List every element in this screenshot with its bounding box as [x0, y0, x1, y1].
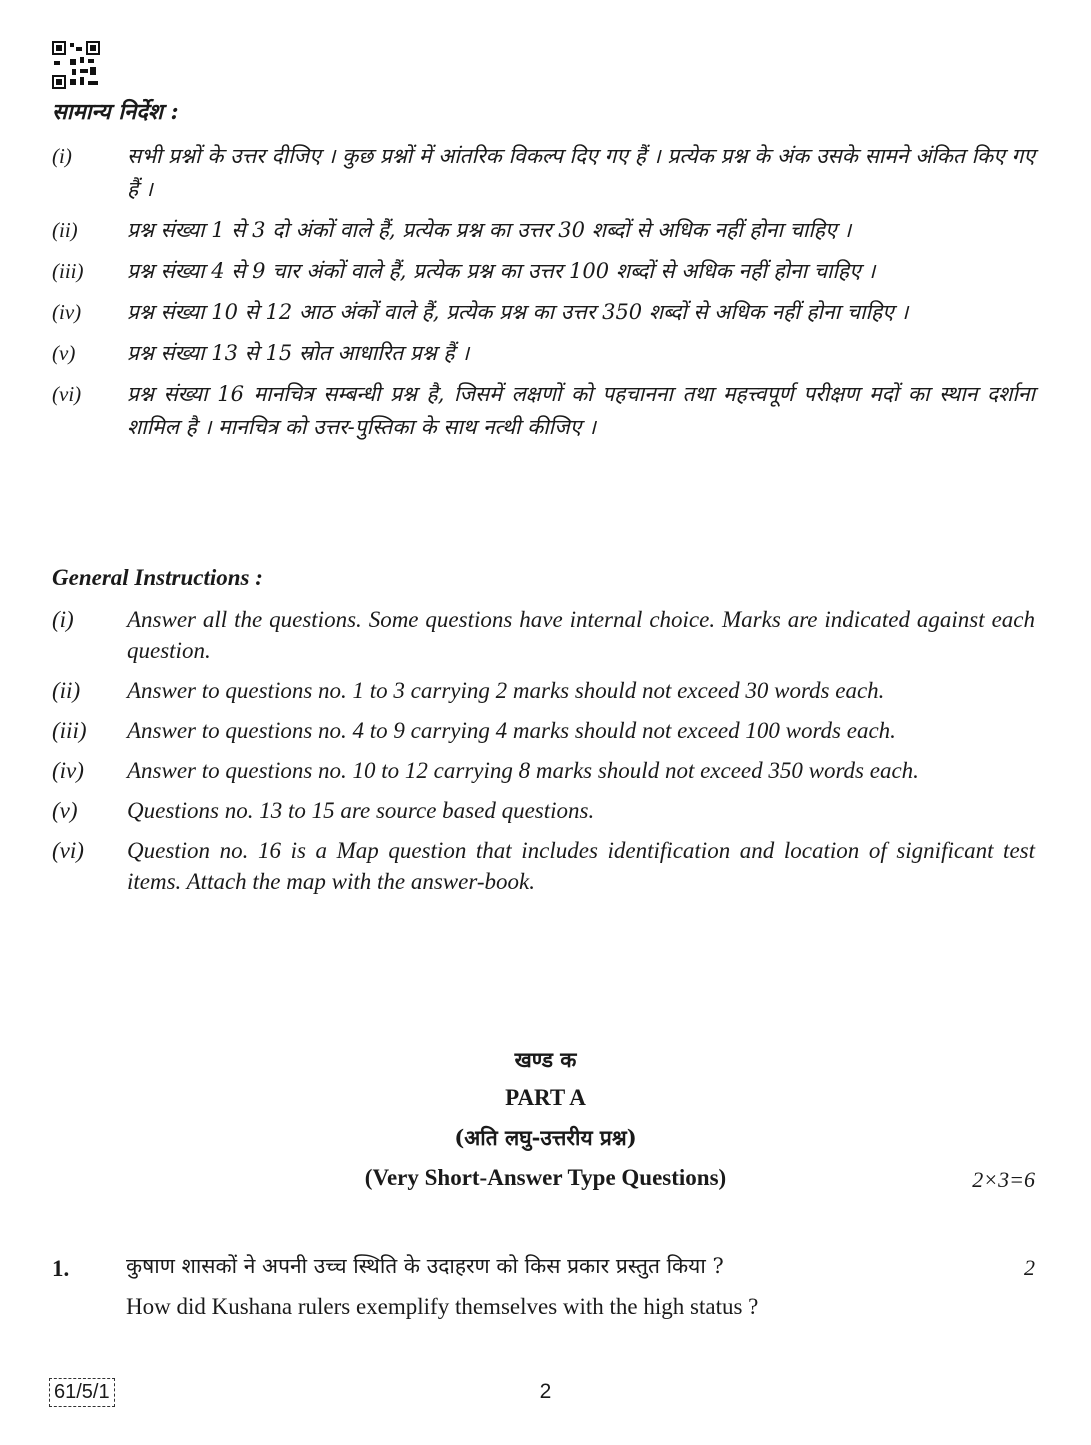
hindi-instructions-list: [52, 140, 1035, 452]
item-number: (i): [52, 144, 72, 168]
item-text: Questions no. 13 to 15 are source based questions.: [127, 798, 595, 823]
english-instructions-list: [52, 604, 1035, 906]
item-number: (ii): [52, 218, 78, 242]
qr-code-icon: [52, 41, 100, 89]
part-hindi-subtitle: (अति लघु-उत्तरीय प्रश्न): [454, 1125, 637, 1150]
item-number: (ii): [52, 678, 81, 703]
list-item: [52, 337, 1035, 370]
item-text: प्रश्न संख्या 4 से 9 चार अंकों वाले हैं, प्रत्येक प्रश्न का उत्तर 100 शब्दों से अधिक नहीं होना चाहिए ।: [127, 259, 876, 283]
question-english-text: How did Kushana rulers exemplify themselves with the high status ?: [126, 1294, 759, 1319]
item-number: (iv): [52, 300, 82, 324]
item-text: Answer all the questions. Some questions have internal choice. Marks are indicated against each question.: [127, 607, 1035, 663]
item-number: (v): [52, 341, 76, 365]
item-number: (iii): [52, 718, 87, 743]
item-text: प्रश्न संख्या 1 से 3 दो अंकों वाले हैं, प्रत्येक प्रश्न का उत्तर 30 शब्दों से अधिक नहीं होना चाहिए ।: [127, 218, 852, 242]
list-item: [52, 755, 1035, 786]
item-number: (iv): [52, 758, 84, 783]
list-item: [52, 214, 1035, 247]
hindi-instructions-heading: सामान्य निर्देश :: [52, 99, 179, 125]
general-instructions-heading: General Instructions :: [52, 565, 263, 590]
item-text: Answer to questions no. 10 to 12 carrying 8 marks should not exceed 350 words each.: [127, 758, 919, 783]
item-number: (v): [52, 798, 78, 823]
item-text: Answer to questions no. 4 to 9 carrying 4 marks should not exceed 100 words each.: [127, 718, 896, 743]
list-item: [52, 378, 1035, 444]
item-number: (iii): [52, 259, 84, 283]
item-text: प्रश्न संख्या 13 से 15 स्रोत आधारित प्रश्न हैं ।: [127, 341, 470, 365]
list-item: [52, 604, 1035, 666]
page-number: 2: [539, 1380, 552, 1403]
question-hindi-text: कुषाण शासकों ने अपनी उच्च स्थिति के उदाहरण को किस प्रकार प्रस्तुत किया ?: [126, 1254, 724, 1278]
item-text: प्रश्न संख्या 16 मानचित्र सम्बन्धी प्रश्न है, जिसमें लक्षणों को पहचानना तथा महत्त्वपूर्ण परीक्षण मदों का स्थान दर्शाना शामिल है । मानचित्र को उत्तर-पुस्तिका के साथ नत्थी कीजिए ।: [127, 382, 1035, 439]
item-number: (i): [52, 607, 74, 632]
question-number: 1.: [52, 1256, 70, 1281]
part-english-subtitle: (Very Short-Answer Type Questions): [364, 1165, 727, 1190]
item-text: Answer to questions no. 1 to 3 carrying 2 marks should not exceed 30 words each.: [127, 678, 885, 703]
part-english-title: PART A: [505, 1085, 586, 1110]
item-number: (vi): [52, 382, 82, 406]
list-item: [52, 795, 1035, 826]
list-item: [52, 675, 1035, 706]
part-marks: 2×3=6: [972, 1167, 1035, 1192]
list-item: [52, 715, 1035, 746]
item-number: (vi): [52, 838, 84, 863]
question-marks: 2: [1024, 1255, 1035, 1280]
item-text: प्रश्न संख्या 10 से 12 आठ अंकों वाले हैं, प्रत्येक प्रश्न का उत्तर 350 शब्दों से अधिक नहीं होना चाहिए ।: [127, 300, 909, 324]
paper-code: 61/5/1: [49, 1378, 115, 1407]
item-text: सभी प्रश्नों के उत्तर दीजिए । कुछ प्रश्नों में आंतरिक विकल्प दिए गए हैं । प्रत्येक प्रश्न के अंक उसके सामने अंकित किए गए हैं ।: [127, 144, 1035, 201]
part-hindi-title: खण्ड क: [514, 1047, 577, 1072]
list-item: [52, 296, 1035, 329]
item-text: Question no. 16 is a Map question that includes identification and location of significant test items. Attach the map with the answer-book.: [127, 838, 1035, 894]
list-item: [52, 835, 1035, 897]
list-item: [52, 140, 1035, 206]
list-item: [52, 255, 1035, 288]
